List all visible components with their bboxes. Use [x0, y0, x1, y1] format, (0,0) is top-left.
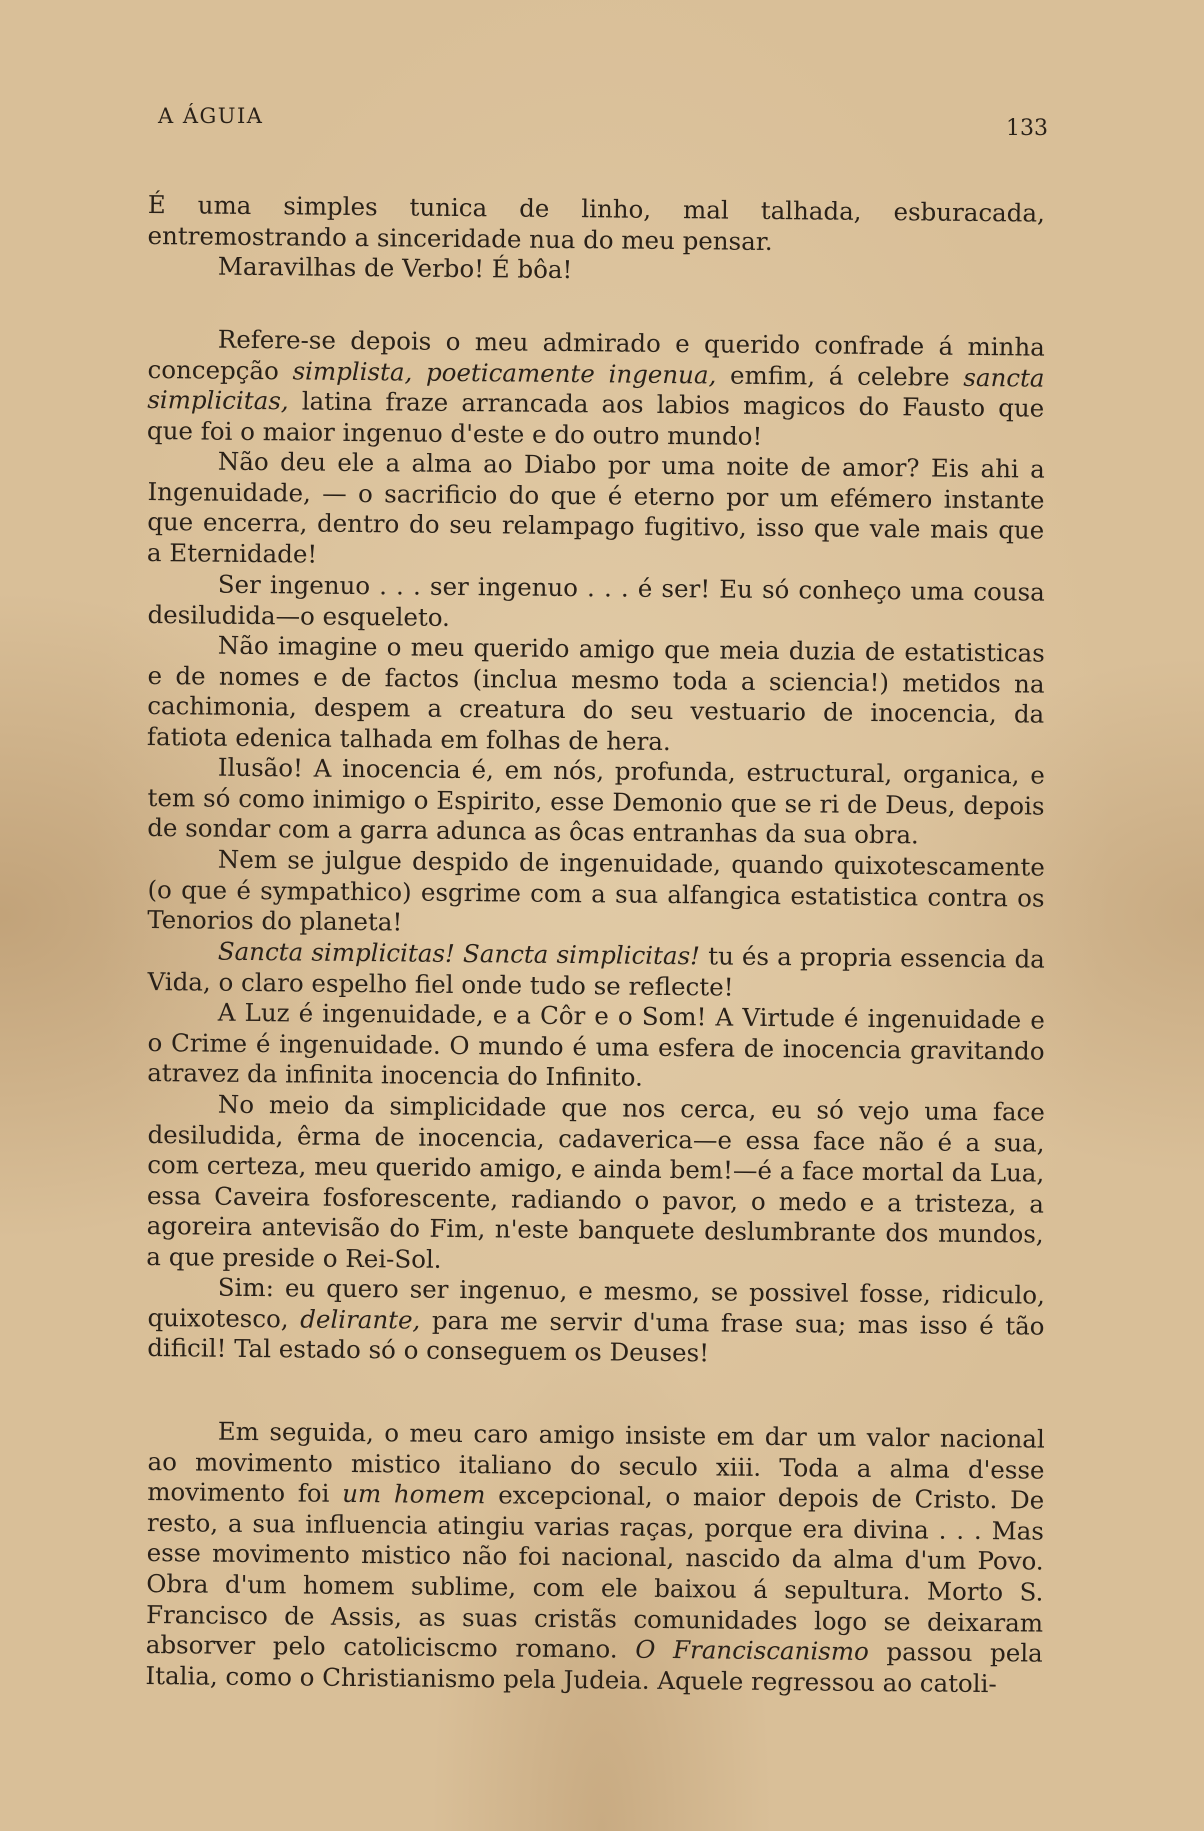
text-run: A Luz é ingenuidade, e a Côr e o Som! A Virtude é ingenuidade e o Crime é ingenuidade. O mundo é uma esfera de inocencia gravitando atravez da infinita inocencia do Infinito.: [147, 997, 1045, 1092]
paragraph: [146, 1089, 1045, 1281]
text-run: Não deu ele a alma ao Diabo por uma noite de amor? Eis ahi a Ingenuidade, — o sacrificio do que é eterno por um efémero instante que encerra, dentro do seu relampago fugitivo, isso que vale mais que a Eternidade!: [146, 446, 1045, 569]
text-run: excepcional, o maior depois de Cristo. De resto, a sua influencia atingiu varias raças, porque era divina . . . Mas esse movimento mistico não foi nacional, nascido da alma d'um Povo. Obra d'um homem sublime, com ele baixou á sepultura. Morto S. Francisco de Assis, as suas cristãs comunidades logo se deixaram absorver pelo catoliciscmo romano.: [145, 1480, 1045, 1664]
paragraph: [147, 997, 1045, 1097]
text-run: Refere-se depois o meu admirado e querido confrade á minha concepção: [147, 324, 1045, 385]
italic-text: O Franciscanismo: [635, 1634, 869, 1667]
paragraph: [147, 324, 1045, 455]
text-run: passou pela Italia, como o Christianismo pela Judeia. Aquele regressou ao catoli-: [145, 1637, 1043, 1698]
text-run: No meio da simplicidade que nos cerca, eu só vejo uma face desiludida, êrma de inocencia, cadaverica—e essa face não é a sua, com certeza, meu querido amigo, e ainda bem!—é a face mortal da Lua, essa Caveira fosforescente, radiando o pavor, o medo e a tristeza, a agoreira antevisão do Fim, n'este banquete deslumbrante dos mundos, a que preside o Rei-Sol.: [146, 1089, 1045, 1274]
running-header: [158, 104, 1048, 144]
paragraph: [147, 936, 1045, 1006]
italic-text: delirante,: [300, 1304, 421, 1335]
text-run: para me servir d'uma frase sua; mas isso é tão dificil! Tal estado só o conseguem os Deuses!: [147, 1305, 1045, 1368]
text-run: Sim: eu quero ser ingenuo, e mesmo, se possivel fosse, ridiculo, quixotesco,: [147, 1272, 1045, 1334]
paragraph: [147, 630, 1045, 761]
text-run: Ser ingenuo . . . ser ingenuo . . . é ser! Eu só conheço uma cousa desiludida—o esqueleto.: [147, 569, 1045, 632]
paragraph: [147, 844, 1045, 944]
text-run: Nem se julgue despido de ingenuidade, quando quixotescamente (o que é sympathico) esgrime com a sua alfangica estatistica contra os Tenorios do planeta!: [147, 844, 1045, 937]
paragraph: [147, 752, 1045, 852]
italic-text: Sancta simplicitas! Sancta simplicitas!: [217, 936, 701, 970]
article-body: [145, 190, 1045, 1698]
text-run: Maravilhas de Verbo! É bôa!: [217, 251, 573, 285]
paragraph: [147, 446, 1045, 577]
text-run: emfim, á celebre: [716, 359, 964, 392]
italic-text: sancta simplicitas,: [147, 362, 1045, 416]
paragraph: [147, 569, 1045, 639]
text-run: Ilusão! A inocencia é, em nós, profunda, estructural, organica, e tem só como inimigo o Espirito, esse Demonio que se ri de Deus, depois de sondar com a garra adunca as ôcas entranhas da sua obra.: [147, 752, 1045, 850]
journal-title: A ÁGUIA: [158, 104, 264, 128]
italic-text: simplista, poeticamente ingenua,: [292, 355, 717, 389]
text-run: Não imagine o meu querido amigo que meia duzia de estatisticas e de nomes e de factos (inclua mesmo toda a sciencia!) metidos na cachimonia, despem a creatura do seu vestuario de inocencia, da fatiota edenica talhada em folhas de hera.: [146, 630, 1045, 756]
paragraph: [145, 1416, 1045, 1700]
page-number: 133: [1006, 116, 1048, 141]
paragraph: [147, 190, 1045, 260]
text-run: É uma simples tunica de linho, mal talhada, esburacada, entremostrando a sinceridade nua do meu pensar.: [147, 190, 1045, 256]
italic-text: um homem: [342, 1479, 486, 1510]
text-run: tu és a propria essencia da Vida, o claro espelho fiel onde tudo se reflecte!: [147, 940, 1045, 1001]
text-run: Em seguida, o meu caro amigo insiste em dar um valor nacional ao movimento mistico italiano do seculo xiii. Toda a alma d'esse movimento foi: [147, 1416, 1045, 1509]
text-run: latina fraze arrancada aos labios magicos do Fausto que que foi o maior ingenuo d'este e do outro mundo!: [146, 386, 1045, 451]
paragraph: [147, 1272, 1045, 1372]
